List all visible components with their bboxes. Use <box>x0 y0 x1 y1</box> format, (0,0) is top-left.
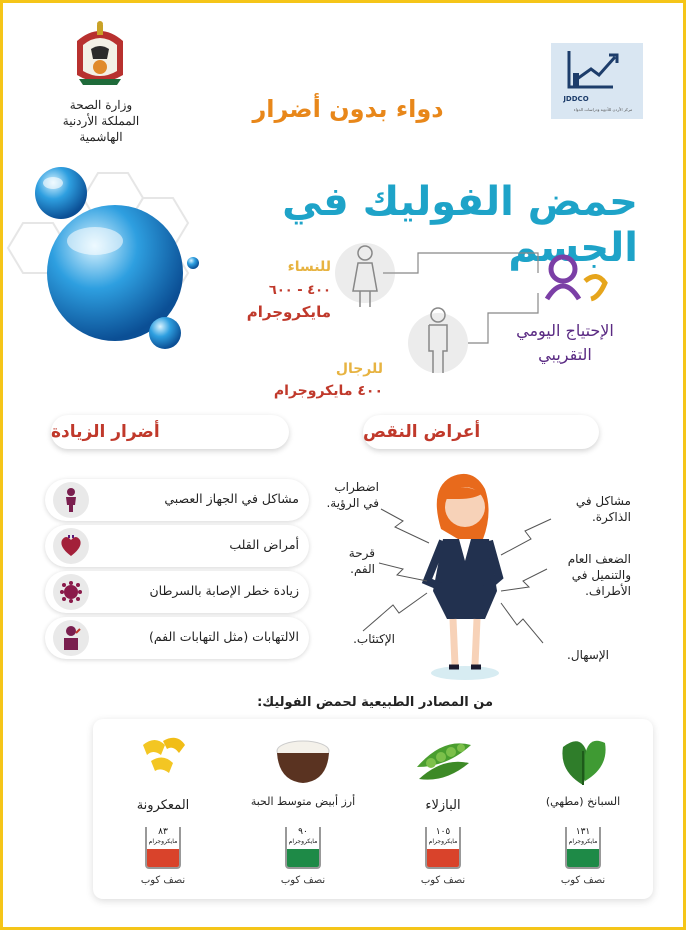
serving-caption: نصف كوب <box>280 875 326 886</box>
excess-harms-title: أضرار الزيادة <box>51 422 160 442</box>
slogan: دواء بدون أضرار <box>252 95 444 123</box>
nervous-system-icon <box>53 482 89 518</box>
sources-title: من المصادر الطبيعية لحمض الفوليك: <box>257 695 493 710</box>
rice-bowl-icon <box>273 731 333 789</box>
cup-value: ٩٠ <box>298 827 308 837</box>
cancer-cell-icon <box>53 574 89 610</box>
serving-cup <box>145 827 181 869</box>
list-item <box>45 617 309 659</box>
cup-value: ١٣١ <box>575 827 591 837</box>
cup-fill <box>147 849 179 867</box>
heart-icon <box>53 528 89 564</box>
symptom-diarrhea: الإسهال. <box>567 648 609 662</box>
excess-harms-header <box>51 415 289 449</box>
food-item-peas <box>373 719 513 899</box>
cup-value: ٨٣ <box>158 827 168 837</box>
inflammation-person-icon <box>53 620 89 656</box>
logo-name: JDDCO <box>563 95 589 103</box>
deficiency-symptoms-header <box>363 415 599 449</box>
serving-caption: نصف كوب <box>420 875 466 886</box>
spinach-icon <box>553 731 613 789</box>
men-amount: ٤٠٠ مايكروجرام <box>273 383 383 399</box>
symptom-depression: الإكتئاب. <box>353 632 395 646</box>
food-name: البازلاء <box>425 798 461 813</box>
food-item-macaroni <box>93 719 233 899</box>
cup-value: ١٠٥ <box>435 827 451 837</box>
sources-card <box>93 719 653 899</box>
serving-cup <box>565 827 601 869</box>
food-name: السبانخ (مطهي) <box>545 795 621 808</box>
harm-text: زيادة خطر الإصابة بالسرطان <box>149 583 299 598</box>
cup-fill <box>287 849 319 867</box>
serving-caption: نصف كوب <box>560 875 606 886</box>
cup-fill <box>567 849 599 867</box>
ministry-line2: المملكة الأردنية الهاشمية <box>62 114 140 144</box>
ministry-name <box>41 97 161 145</box>
excess-harms-list <box>45 479 309 663</box>
food-name: أرز أبيض متوسط الحبة <box>250 795 356 808</box>
requirement-heading-line1: الإحتياج اليومي <box>516 321 614 340</box>
list-item <box>45 525 309 567</box>
daily-requirement-icon <box>539 249 611 311</box>
symptom-weakness: الضعف العام والتنميل في الأطراف. <box>567 552 631 598</box>
symptom-vision: اضطراب في الرؤية. <box>326 480 379 510</box>
cup-unit: مايكروجرام <box>568 838 598 845</box>
cup-unit: مايكروجرام <box>148 838 178 845</box>
men-label: للرجال <box>335 361 383 377</box>
women-label: للنساء <box>287 259 331 275</box>
cup-unit: مايكروجرام <box>288 838 318 845</box>
women-range: ٤٠٠ - ٦٠٠ <box>268 283 331 298</box>
symptom-memory: مشاكل في الذاكرة. <box>575 494 631 524</box>
logo-subtitle: مركز الأردن للأدوية ودراسات الدواء <box>573 107 633 112</box>
harm-text: أمراض القلب <box>229 537 299 552</box>
jordan-crest-icon <box>69 19 131 91</box>
cup-fill <box>427 849 459 867</box>
growth-chart-icon <box>551 43 643 99</box>
deficiency-symptoms-title: أعراض النقص <box>363 422 481 442</box>
page-title: حمض الفوليك في الجسم <box>282 179 638 271</box>
harm-text: مشاكل في الجهاز العصبي <box>164 491 299 506</box>
cup-unit: مايكروجرام <box>428 838 458 845</box>
peas-icon <box>413 731 473 789</box>
women-unit: مايكروجرام <box>246 303 331 321</box>
requirement-heading-line2: التقريبي <box>538 345 592 364</box>
ministry-line1: وزارة الصحة <box>69 98 133 112</box>
macaroni-icon <box>133 731 193 789</box>
list-item <box>45 479 309 521</box>
serving-cup <box>425 827 461 869</box>
food-item-spinach <box>513 719 653 899</box>
symptom-mouth-ulcer: قرحة الفم. <box>348 546 375 576</box>
food-name: المعكرونة <box>136 798 190 813</box>
serving-cup <box>285 827 321 869</box>
serving-caption: نصف كوب <box>140 875 186 886</box>
food-item-rice <box>233 719 373 899</box>
harm-text: الالتهابات (مثل التهابات الفم) <box>148 629 299 644</box>
list-item <box>45 571 309 613</box>
